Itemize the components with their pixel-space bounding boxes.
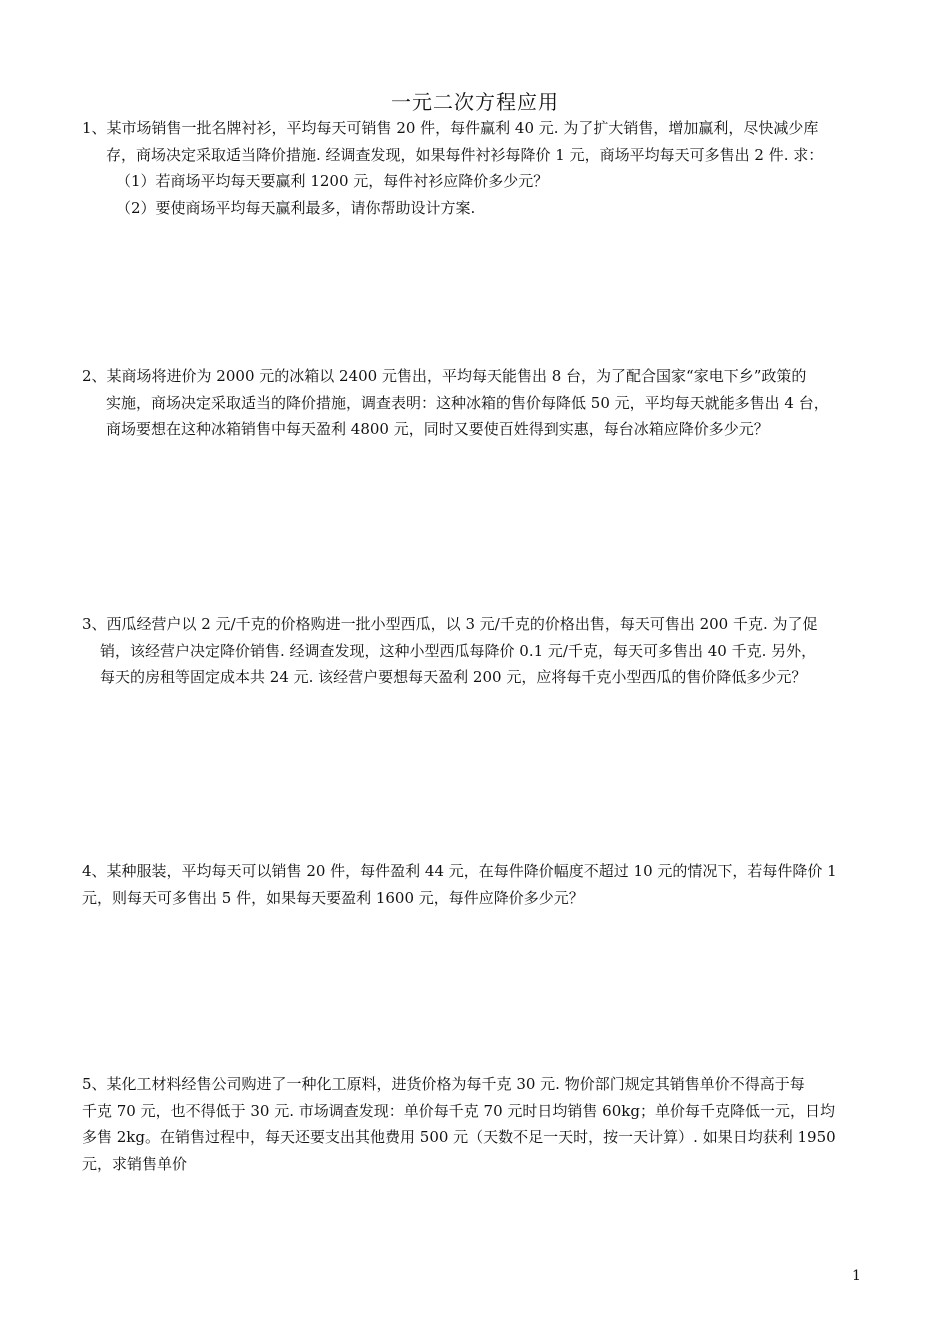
problem-line: 实施，商场决定采取适当的降价措施，调查表明：这种冰箱的售价每降低 50 元，平均每天就能多售出 4 台， <box>106 393 829 412</box>
page-title: 一元二次方程应用 <box>391 90 559 114</box>
problem-line: 5、某化工材料经售公司购进了一种化工原料，进货价格为每千克 30 元. 物价部门规定其销售单价不得高于每 <box>82 1075 805 1093</box>
problem-3 <box>82 611 872 691</box>
sub-question: （2）要使商场平均每天赢利最多，请你帮助设计方案. <box>116 198 476 217</box>
problem-line: 4、某种服装，平均每天可以销售 20 件，每件盈利 44 元，在每件降价幅度不超过 10 元的情况下，若每件降价 1 <box>82 862 837 880</box>
problem-4 <box>82 858 872 911</box>
problem-line: 存，商场决定采取适当降价措施. 经调查发现，如果每件衬衫每降价 1 元，商场平均每天可多售出 2 件. 求： <box>106 145 824 164</box>
problem-line: 千克 70 元，也不得低于 30 元. 市场调查发现：单价每千克 70 元时日均销售 60kg；单价每千克降低一元，日均 <box>82 1101 835 1120</box>
problem-line: 多售 2kg。在销售过程中，每天还要支出其他费用 500 元（天数不足一天时，按一天计算）. 如果日均获利 1950 <box>82 1128 836 1146</box>
problem-line: 元，则每天可多售出 5 件，如果每天要盈利 1600 元，每件应降价多少元？ <box>82 888 584 907</box>
problem-1 <box>82 115 872 221</box>
problem-line: 元，求销售单价 <box>82 1154 188 1173</box>
problem-line: 3、西瓜经营户以 2 元/千克的价格购进一批小型西瓜，以 3 元/千克的价格出售，每天可售出 200 千克. 为了促 <box>82 615 818 633</box>
problem-line: 商场要想在这种冰箱销售中每天盈利 4800 元，同时又要使百姓得到实惠，每台冰箱应降价多少元？ <box>106 420 769 438</box>
page-number: 1 <box>852 1268 861 1284</box>
problem-5 <box>82 1071 872 1177</box>
sub-question: （1）若商场平均每天要赢利 1200 元，每件衬衫应降价多少元？ <box>116 172 549 190</box>
problem-line: 2、某商场将进价为 2000 元的冰箱以 2400 元售出，平均每天能售出 8 台，为了配合国家“家电下乡”政策的 <box>82 367 807 385</box>
problem-2 <box>82 363 872 443</box>
problem-line: 销，该经营户决定降价销售. 经调查发现，这种小型西瓜每降价 0.1 元/千克，每天可多售出 40 千克. 另外， <box>100 641 817 660</box>
problem-line: 每天的房租等固定成本共 24 元. 该经营户要想每天盈利 200 元，应将每千克小型西瓜的售价降低多少元？ <box>100 668 807 686</box>
problem-line: 1、某市场销售一批名牌衬衫，平均每天可销售 20 件，每件赢利 40 元. 为了扩大销售，增加赢利，尽快减少库 <box>82 119 819 137</box>
